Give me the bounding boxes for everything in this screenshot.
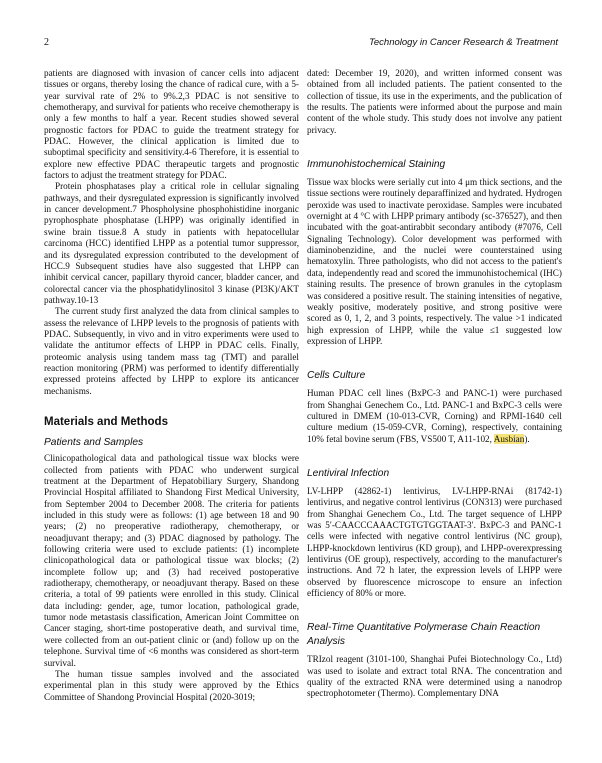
page-number: 2 bbox=[44, 37, 49, 48]
cells-paragraph bbox=[307, 388, 562, 445]
lentiviral-paragraph: LV-LHPP (42862-1) lentivirus, LV-LHPP-RNAi (81742-1) lentivirus, and negative control lentivirus (CON313) were purchased from Shanghai Genechem Co., Ltd. The target sequence of LHPP was 5′-CAACCCAAACTGTGTGGTAAT-3′. BxPC-3 and PANC-1 cells were infected with negative control lentivirus (NC group), LHPP-knockdown lentivirus (KD group), and LHPP-overexpressing lentivirus (OE group), respectively, according to the manufacturer's instructions. And 72 h later, the expression levels of LHPP were observed by fluorescence microscope to ensure an infection efficiency of 80% or more. bbox=[307, 485, 562, 599]
patients-paragraph-1: Clinicopathological data and pathological tissue wax blocks were collected from patients with PDAC who underwent surgical treatment at the Department of Hepatobiliary Surgery, Shandong Provincial Hospital affiliated to Shandong First Medical University, from September 2004 to December 2008. The criteria for patients included in this study were as follows: (1) age between 18 and 90 years; (2) no preoperative radiotherapy, chemotherapy, or neoadjuvant therapy; and (3) PDAC diagnosed by pathology. The following criteria were used to exclude patients: (1) incomplete clinicopathological data or pathological tissue wax blocks; (2) incomplete follow up; and (3) had received postoperative radiotherapy, chemotherapy, or neoadjuvant therapy. Based on these criteria, a total of 99 patients were enrolled in this study. Clinical data including: gender, age, tumor location, pathological grade, tumor node metastasis classification, American Joint Committee on Cancer staging, short-time postoperative death, and survival time, were collected from an out-patient clinic or (and) follow up on the telephone. Survival time of <6 months was considered as short-term survival. bbox=[44, 453, 299, 668]
intro-paragraph-3: The current study first analyzed the data from clinical samples to assess the relevance of LHPP levels to the prognosis of patients with PDAC. Subsequently, in vivo and in vitro experiments were used to validate the antitumor effects of LHPP in PDAC cells. Finally, proteomic analysis using tandem mass tag (TMT) and parallel reaction monitoring (PRM) was performed to identify differentially expressed proteins affected by LHPP to explore its anticancer mechanisms. bbox=[44, 306, 299, 396]
lentiviral-heading: Lentiviral Infection bbox=[307, 467, 390, 479]
methods-heading: Materials and Methods bbox=[44, 415, 168, 428]
pcr-heading: Real-Time Quantitative Polymerase Chain Reaction Analysis bbox=[307, 622, 541, 648]
continued-paragraph: dated: December 19, 2020), and written informed consent was obtained from all included patients. The patient consented to the collection of tissue, its use in the experiments, and the publication of the results. The patients were informed about the purpose and main content of the whole study. This study does not involve any patient privacy. bbox=[307, 68, 562, 135]
pcr-paragraph: TRIzol reagent (3101-100, Shanghai Pufei Biotechnology Co., Ltd) was used to isolate and extract total RNA. The concentration and quality of the extracted RNA were determined using a nanodrop spectrophotometer (Thermo). Complementary DNA bbox=[307, 654, 562, 699]
cells-heading: Cells Culture bbox=[307, 370, 366, 382]
cells-text-end: ). bbox=[524, 433, 530, 444]
journal-name: Technology in Cancer Research & Treatment bbox=[368, 37, 558, 48]
patients-heading: Patients and Samples bbox=[44, 437, 144, 449]
ihc-heading: Immunohistochemical Staining bbox=[307, 159, 446, 171]
right-column bbox=[307, 68, 562, 700]
cells-text: Human PDAC cell lines (BxPC-3 and PANC-1) were purchased from Shanghai Genechem Co., Ltd. PANC-1 and BxPC-3 cells were cultured in DMEM (10-013-CVR, Corning) and RPMI-1640 cell culture medium (15-059-CVR, Corning), respectively, containing 10% fetal bovine serum (FBS, VS500 T, A11-102, bbox=[307, 388, 562, 444]
patients-paragraph-2: The human tissue samples involved and the associated experimental plan in this study were approved by the Ethics Committee of Shandong Provincial Hospital (2020-3019; bbox=[44, 668, 299, 702]
intro-paragraph-2: Protein phosphatases play a critical role in cellular signaling pathways, and their dysregulated expression is significantly involved in cancer development.7 Phospholysine phosphohistidine inorganic pyrophosphate phosphatase (LHPP) was originally identified in swine brain tissue.8 A study in patients with hepatocellular carcinoma (HCC) identified LHPP as a potential tumor suppressor, and its dysregulated expression contributed to the development of HCC.9 Subsequent studies have also suggested that LHPP can inhibit cervical cancer, papillary thyroid cancer, bladder cancer, and colorectal cancer via the phosphatidylinositol 3 kinase (PI3K)/AKT pathway.10-13 bbox=[44, 181, 299, 305]
intro-paragraph-1: patients are diagnosed with invasion of cancer cells into adjacent tissues or organs, thereby losing the chance of radical cure, with a 5-year survival rate of 2% to 9%.2,3 PDAC is not sensitive to chemotherapy, and survival for patients who receive chemotherapy is only a few months to half a year. Recent studies showed several prognostic factors for PDAC to guide the treatment strategy for PDAC. However, the clinical application is limited due to suboptimal specificity and sensitivity.4-6 Therefore, it is essential to explore new effective PDAC therapeutic targets and prognostic factors to adjust the treatment strategy for PDAC. bbox=[44, 68, 299, 181]
ihc-paragraph: Tissue wax blocks were serially cut into 4 μm thick sections, and the tissue sections were routinely deparaffinized and hydrated. Hydrogen peroxide was used to inactivate peroxidase. Samples were incubated overnight at 4 °C with LHPP primary antibody (sc-376527), and then incubated with the goat-antirabbit secondary antibody (#7076, Cell Signaling Technology). Color development was performed with diaminobenzidine, and the nuclei were counterstained using hematoxylin. Three pathologists, who did not access to the patient's data, independently read and scored the immunohistochemical (IHC) staining results. The presence of brown granules in the cytoplasm was considered a positive result. The staining intensities of negative, weakly positive, moderately positive, and strong positive were scored as 0, 1, 2, and 3 points, respectively. The value >1 indicated high expression of LHPP, while the value ≤1 suggested low expression of LHPP. bbox=[307, 177, 562, 346]
highlighted-term: Ausbian bbox=[493, 433, 525, 444]
left-column bbox=[44, 68, 299, 703]
running-header bbox=[44, 37, 558, 53]
